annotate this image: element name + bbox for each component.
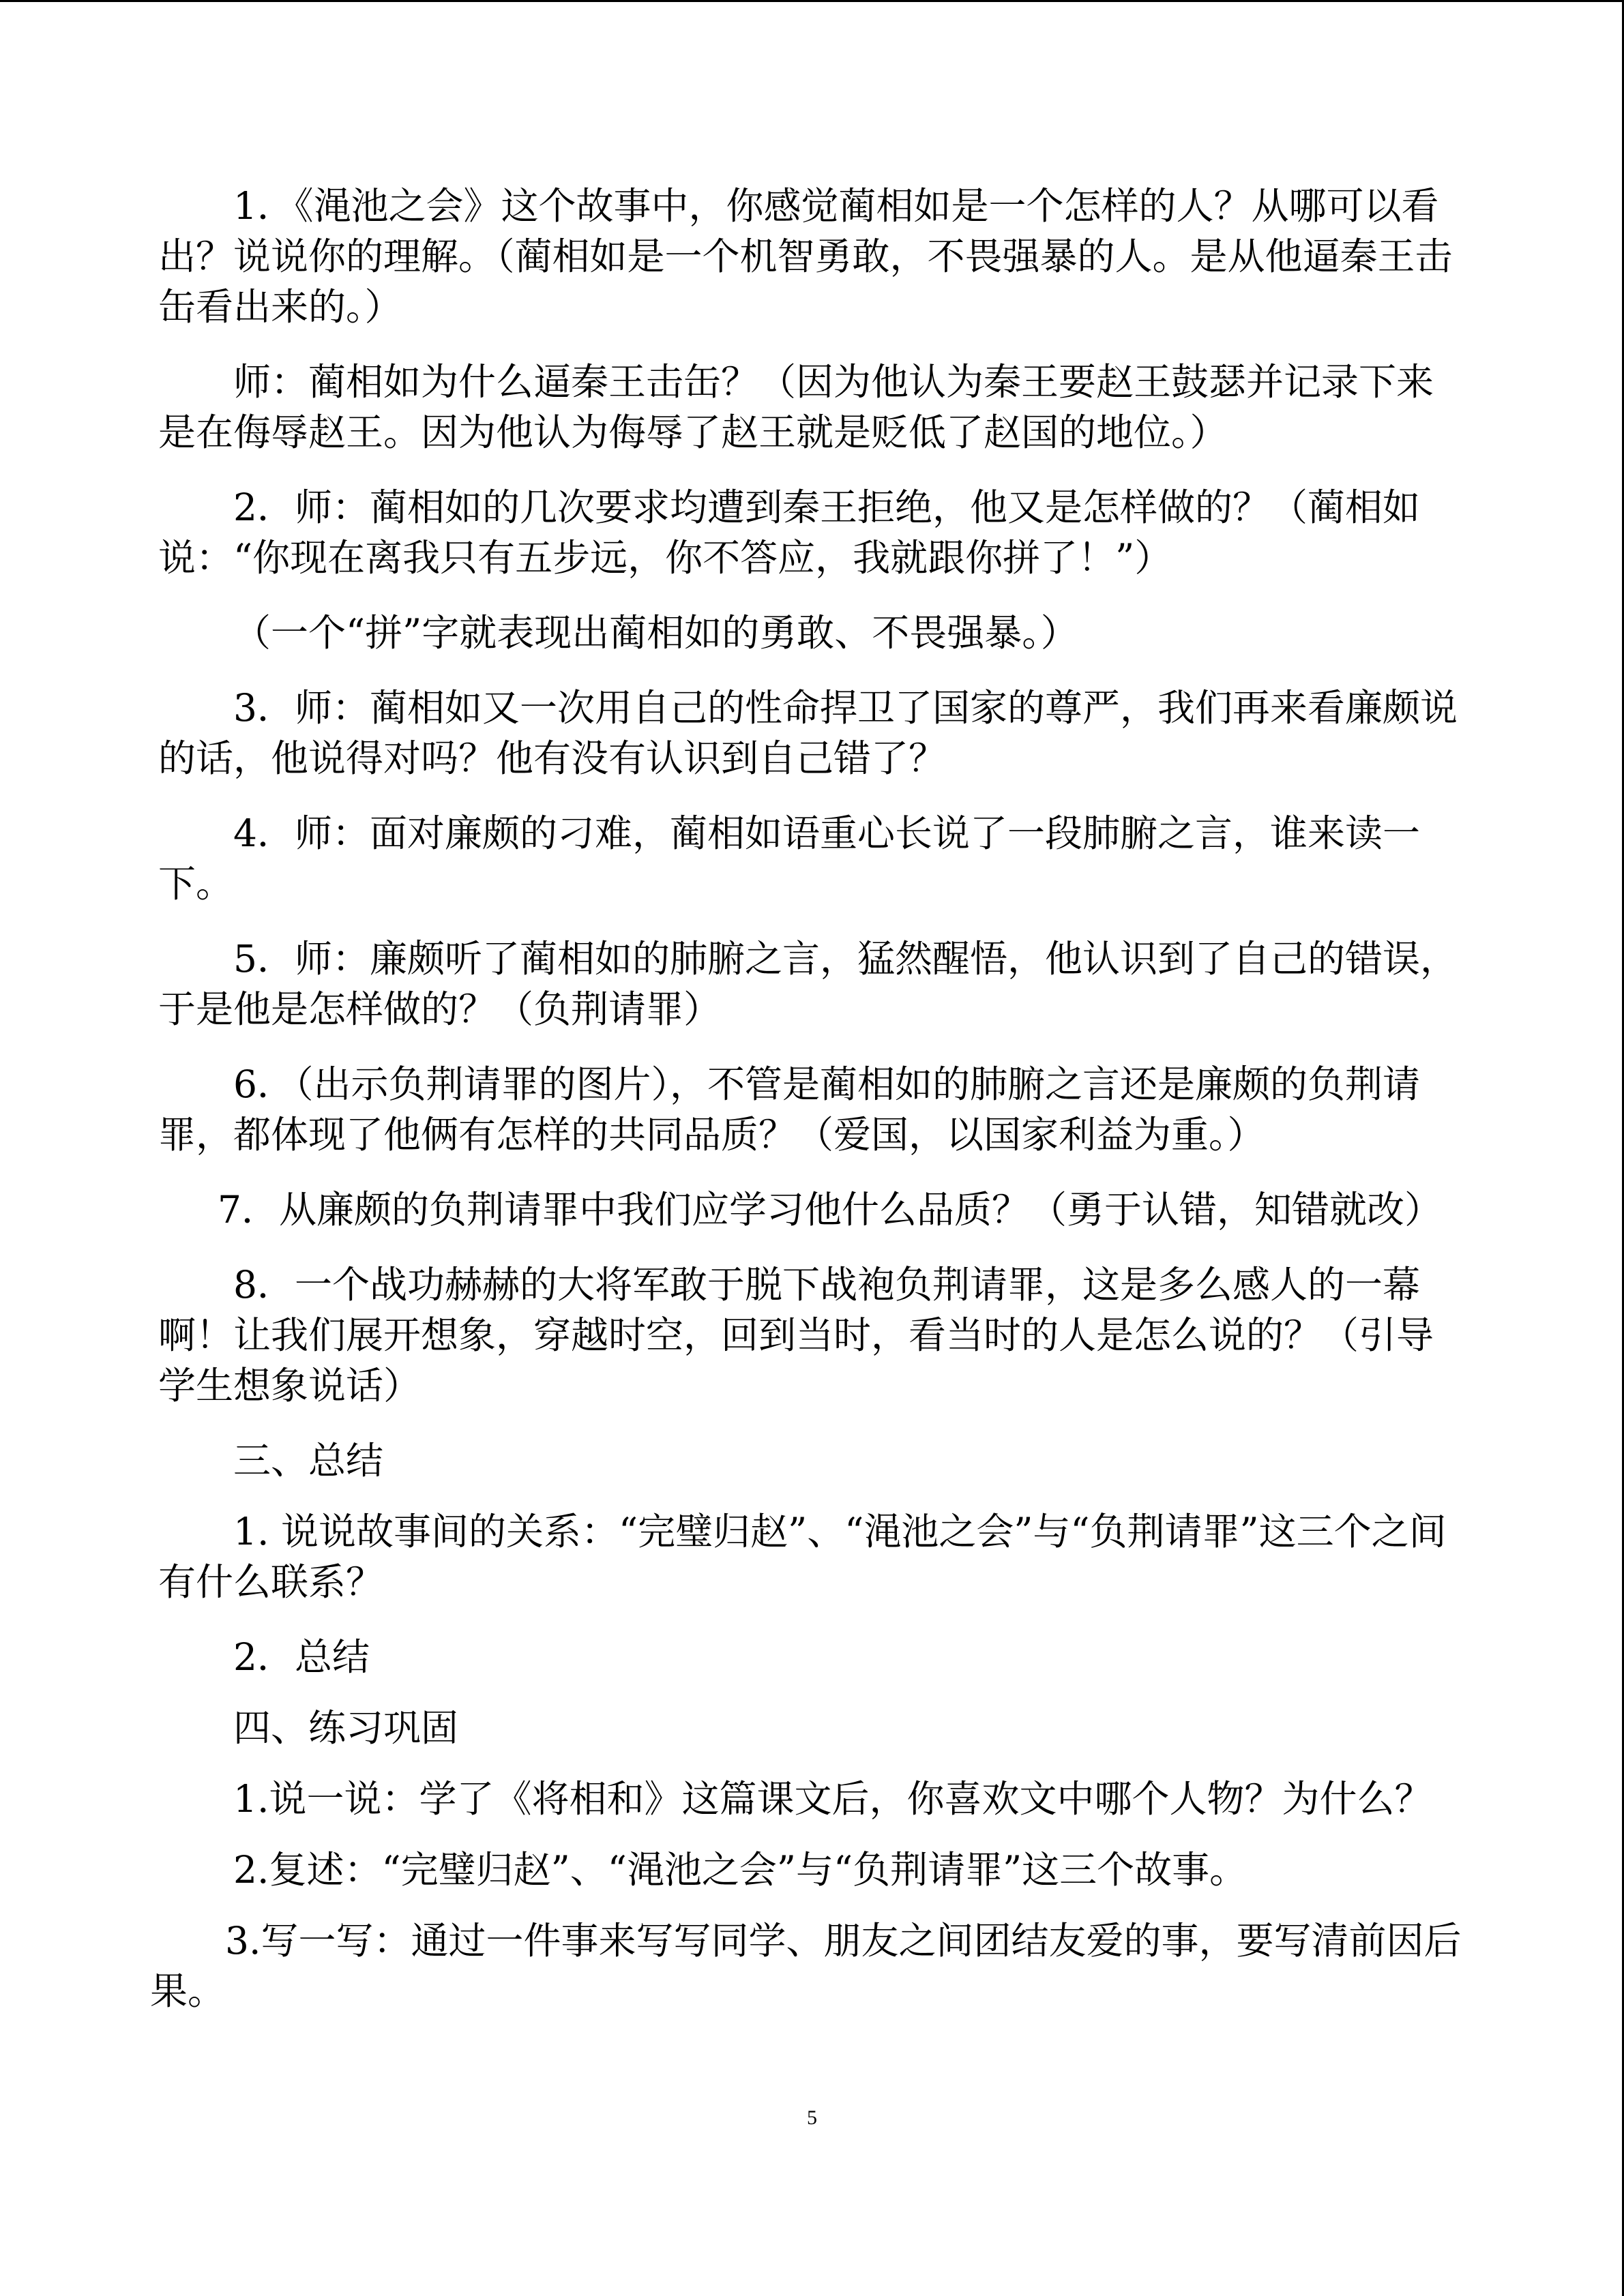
section-heading-practice: 四、练习巩固 (233, 1706, 459, 1750)
paragraph-q7: 7．从廉颇的负荆请罪中我们应学习他什么品质？（勇于认错，知错就改） (218, 1188, 1442, 1232)
paragraph-q5: 5．师：廉颇听了蔺相如的肺腑之言，猛然醒悟，他认识到了自己的错误，于是他是怎样做的？（负荆请罪） (158, 937, 1458, 1031)
section-heading-summary: 三、总结 (233, 1439, 384, 1482)
paragraph-practice-3: 3.写一写：通过一件事来写写同学、朋友之间团结友爱的事，要写清前因后果。 (150, 1919, 1462, 2013)
paragraph-q3: 3．师：蔺相如又一次用自己的性命捍卫了国家的尊严，我们再来看廉颇说的话，他说得对吗？他有没有认识到自己错了？ (158, 686, 1458, 780)
paragraph-q8: 8．一个战功赫赫的大将军敢于脱下战袍负荆请罪，这是多么感人的一幕啊！让我们展开想象，穿越时空，回到当时，看当时的人是怎么说的？（引导学生想象说话） (158, 1263, 1434, 1407)
paragraph-q4: 4．师：面对廉颇的刁难，蔺相如语重心长说了一段肺腑之言，谁来读一下。 (158, 811, 1420, 906)
paragraph-q1: 1．《渑池之会》这个故事中，你感觉蔺相如是一个怎样的人？从哪可以看出？说说你的理解。（蔺相如是一个机智勇敢，不畏强暴的人。是从他逼秦王击缶看出来的。） (158, 184, 1453, 329)
paragraph-summary-2: 2．总结 (233, 1635, 370, 1679)
page-number: 5 (807, 2106, 817, 2129)
paragraph-note: （一个“拼”字就表现出蔺相如的勇敢、不畏强暴。） (233, 611, 1078, 655)
page-body (150, 181, 1468, 2041)
paragraph-teacher-question: 师：蔺相如为什么逼秦王击缶？（因为他认为秦王要赵王鼓瑟并记录下来是在侮辱赵王。因为他认为侮辱了赵王就是贬低了赵国的地位。） (158, 360, 1434, 454)
paragraph-q6: 6．（出示负荆请罪的图片），不管是蔺相如的肺腑之言还是廉颇的负荆请罪，都体现了他俩有怎样的共同品质？（爱国，以国家利益为重。） (158, 1062, 1420, 1157)
paragraph-practice-1: 1.说一说：学了《将相和》这篇课文后，你喜欢文中哪个人物？为什么？ (233, 1777, 1432, 1821)
paragraph-q2: 2．师：蔺相如的几次要求均遭到秦王拒绝，他又是怎样做的？（蔺相如说：“你现在离我只有五步远，你不答应，我就跟你拼了！”） (158, 486, 1420, 580)
paragraph-practice-2: 2.复述：“完璧归赵”、“渑池之会”与“负荆请罪”这三个故事。 (233, 1848, 1247, 1892)
paragraph-summary-1: 1. 说说故事间的关系：“完璧归赵”、“渑池之会”与“负荆请罪”这三个之间有什么联系？ (158, 1510, 1447, 1604)
